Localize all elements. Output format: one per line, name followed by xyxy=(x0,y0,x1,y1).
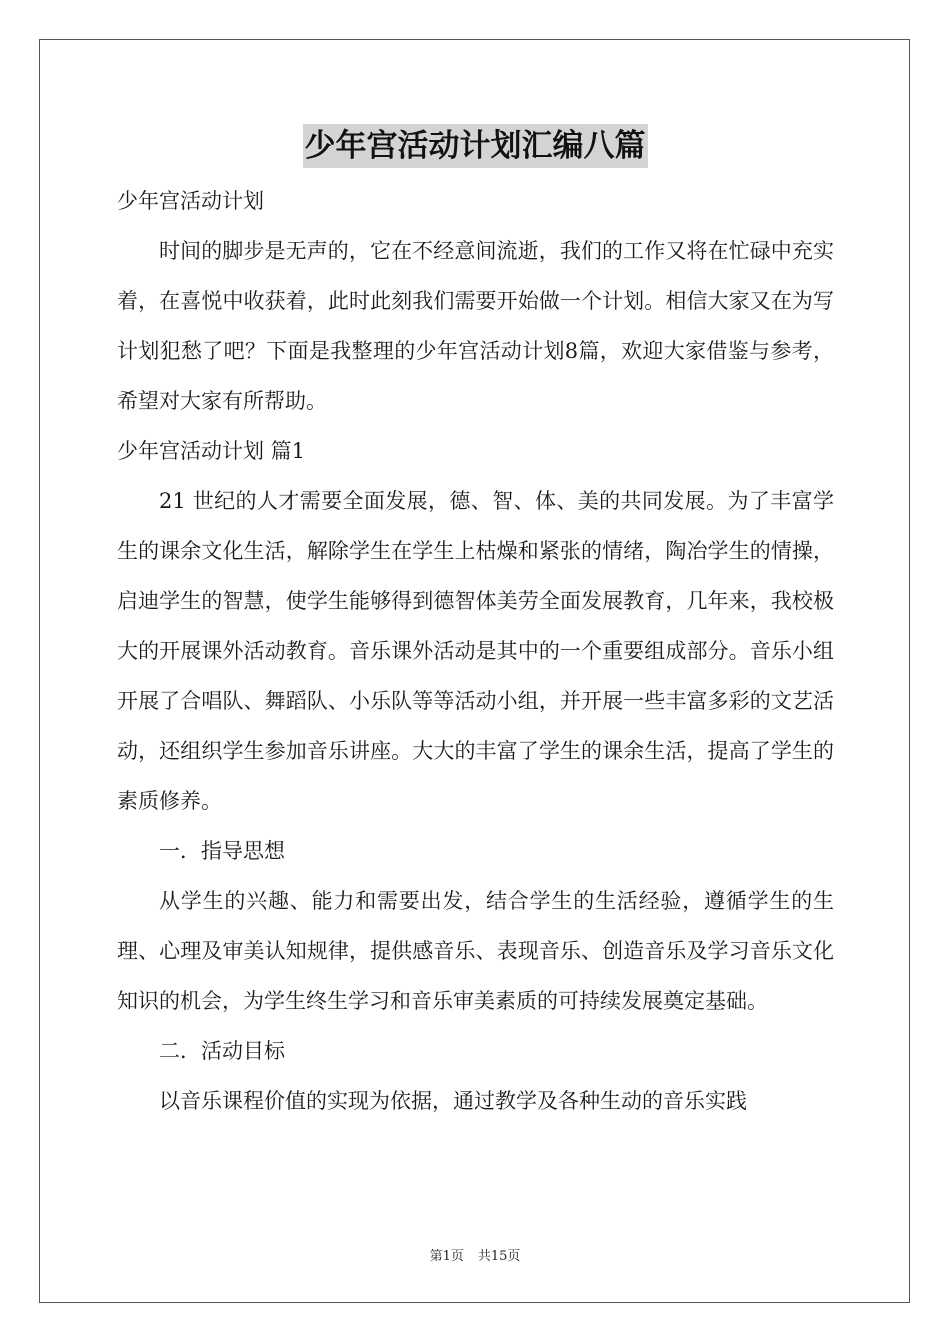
section-subhead: 少年宫活动计划 篇1 xyxy=(117,439,306,463)
page-footer xyxy=(0,1245,950,1264)
body-paragraph: 以音乐课程价值的实现为依据，通过教学及各种生动的音乐实践 xyxy=(159,1089,747,1113)
page-total: 共15页 xyxy=(477,1249,521,1264)
document-body xyxy=(117,176,834,1126)
section-heading: 二．活动目标 xyxy=(159,1039,285,1063)
section-subhead: 少年宫活动计划 xyxy=(117,189,264,213)
title-wrap xyxy=(0,124,950,168)
body-paragraph: 从学生的兴趣、能力和需要出发，结合学生的生活经验，遵循学生的生理、心理及审美认知规律，提供感音乐、表现音乐、创造音乐及学习音乐文化知识的机会，为学生终生学习和音乐审美素质的可持续发展奠定基础。 xyxy=(117,889,834,1013)
section-heading: 一．指导思想 xyxy=(159,839,285,863)
intro-paragraph: 时间的脚步是无声的，它在不经意间流逝，我们的工作又将在忙碌中充实着，在喜悦中收获着，此时此刻我们需要开始做一个计划。相信大家又在为写计划犯愁了吧？下面是我整理的少年宫活动计划8篇，欢迎大家借鉴与参考，希望对大家有所帮助。 xyxy=(117,239,834,413)
document-title: 少年宫活动计划汇编八篇 xyxy=(303,124,648,168)
body-paragraph: 21 世纪的人才需要全面发展，德、智、体、美的共同发展。为了丰富学生的课余文化生活，解除学生在学生上枯燥和紧张的情绪，陶冶学生的情操，启迪学生的智慧，使学生能够得到德智体美劳全面发展教育，几年来，我校极大的开展课外活动教育。音乐课外活动是其中的一个重要组成部分。音乐小组开展了合唱队、舞蹈队、小乐队等等活动小组，并开展一些丰富多彩的文艺活动，还组织学生参加音乐讲座。大大的丰富了学生的课余生活，提高了学生的素质修养。 xyxy=(117,489,834,813)
page-number: 第1页 xyxy=(429,1249,464,1264)
